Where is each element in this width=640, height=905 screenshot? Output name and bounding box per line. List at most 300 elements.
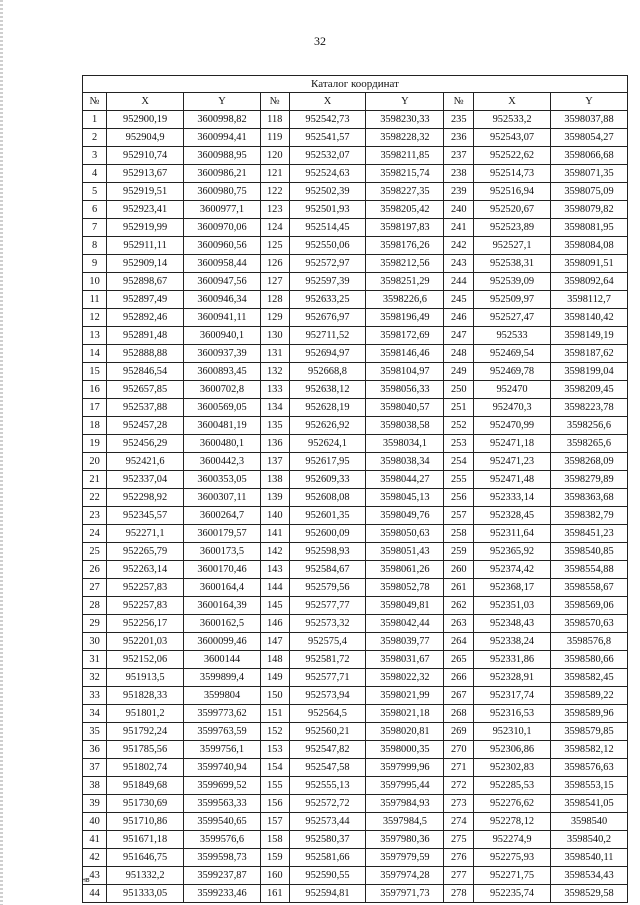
table-cell: 952657,85 [107,381,184,399]
table-cell: 3598279,89 [551,471,628,489]
table-cell: 3597995,44 [366,777,444,795]
table-cell: 134 [260,399,289,417]
table-cell: 3598176,26 [366,237,444,255]
table-cell: 952598,93 [289,543,366,561]
table-cell: 952345,57 [107,507,184,525]
table-cell: 22 [83,489,107,507]
table-cell: 3598451,23 [551,525,628,543]
table-cell: 952298,92 [107,489,184,507]
table-row [83,705,628,723]
table-cell: 952532,07 [289,147,366,165]
table-row [83,885,628,903]
table-cell: 3599563,33 [184,795,261,813]
table-cell: 3599540,65 [184,813,261,831]
table-row [83,273,628,291]
table-cell: 137 [260,453,289,471]
table-cell: 952470,99 [474,417,551,435]
table-cell: 3599763,59 [184,723,261,741]
table-cell: 28 [83,597,107,615]
table-cell: 3600170,46 [184,561,261,579]
table-cell: 3598576,63 [551,759,628,777]
table-row [83,741,628,759]
table-row [83,723,628,741]
table-row [83,597,628,615]
table-cell: 34 [83,705,107,723]
table-cell: 129 [260,309,289,327]
table-cell: 264 [444,633,474,651]
table-cell: 3598051,43 [366,543,444,561]
table-cell: 3600162,5 [184,615,261,633]
table-cell: 3598061,26 [366,561,444,579]
table-cell: 952626,92 [289,417,366,435]
table-caption: Каталог координат [83,76,628,93]
table-cell: 951792,24 [107,723,184,741]
table-cell: 3598230,33 [366,111,444,129]
table-cell: 147 [260,633,289,651]
table-cell: 3599899,4 [184,669,261,687]
table-cell: 952306,86 [474,741,551,759]
table-cell: 3597984,5 [366,813,444,831]
table-cell: 3598020,81 [366,723,444,741]
table-cell: 952555,13 [289,777,366,795]
table-cell: 952550,06 [289,237,366,255]
table-cell: 3598079,82 [551,201,628,219]
table-cell: 3598066,68 [551,147,628,165]
table-cell: 260 [444,561,474,579]
table-cell: 41 [83,831,107,849]
table-cell: 3599699,52 [184,777,261,795]
table-cell: 3598558,67 [551,579,628,597]
table-cell: 3600702,8 [184,381,261,399]
scan-edge [0,0,3,905]
table-cell: 952898,67 [107,273,184,291]
table-cell: 951671,18 [107,831,184,849]
table-cell: 3598268,09 [551,453,628,471]
table-cell: 952584,67 [289,561,366,579]
table-cell: 3598045,13 [366,489,444,507]
table-cell: 952471,18 [474,435,551,453]
table-cell: 952310,1 [474,723,551,741]
table-cell: 952516,94 [474,183,551,201]
table-cell: 952638,12 [289,381,366,399]
table-cell: 13 [83,327,107,345]
table-cell: 3598227,35 [366,183,444,201]
table-cell: 951802,74 [107,759,184,777]
table-cell: 132 [260,363,289,381]
table-cell: 952471,23 [474,453,551,471]
table-cell: 952523,89 [474,219,551,237]
table-cell: 3598044,27 [366,471,444,489]
table-cell: 952265,79 [107,543,184,561]
table-row [83,633,628,651]
table-cell: 952891,48 [107,327,184,345]
table-cell: 3598199,04 [551,363,628,381]
table-cell: 952919,51 [107,183,184,201]
table-row [83,813,628,831]
table-cell: 3600977,1 [184,201,261,219]
table-cell: 952328,91 [474,669,551,687]
table-cell: 268 [444,705,474,723]
table-row [83,111,628,129]
table-cell: 3598256,6 [551,417,628,435]
table-cell: 3598265,6 [551,435,628,453]
table-cell: 952331,86 [474,651,551,669]
table-cell: 40 [83,813,107,831]
table-cell: 126 [260,255,289,273]
table-row [83,453,628,471]
table-cell: 139 [260,489,289,507]
table-cell: 3598554,88 [551,561,628,579]
column-header: № [444,93,474,111]
table-cell: 144 [260,579,289,597]
table-cell: 952542,73 [289,111,366,129]
table-cell: 952597,39 [289,273,366,291]
table-cell: 158 [260,831,289,849]
table-cell: 952543,07 [474,129,551,147]
table-cell: 952256,17 [107,615,184,633]
table-cell: 3599773,62 [184,705,261,723]
table-cell: 3597979,59 [366,849,444,867]
table-cell: 952911,11 [107,237,184,255]
table-cell: 952348,43 [474,615,551,633]
table-cell: 3598226,6 [366,291,444,309]
table-cell: 3600946,34 [184,291,261,309]
table-row [83,525,628,543]
table-cell: 3598553,15 [551,777,628,795]
table-row [83,309,628,327]
table-cell: 952263,14 [107,561,184,579]
table-cell: 952368,17 [474,579,551,597]
column-header: № [83,93,107,111]
table-cell: 952577,71 [289,669,366,687]
table-cell: 952564,5 [289,705,366,723]
table-cell: 952676,97 [289,309,366,327]
table-cell: 125 [260,237,289,255]
table-cell: 3598540,2 [551,831,628,849]
table-cell: 142 [260,543,289,561]
table-cell: 952470 [474,381,551,399]
table-cell: 952522,62 [474,147,551,165]
table-cell: 952892,46 [107,309,184,327]
table-cell: 952617,95 [289,453,366,471]
table-cell: 16 [83,381,107,399]
table-cell: 10 [83,273,107,291]
table-row [83,147,628,165]
table-cell: 3598050,63 [366,525,444,543]
footer-mark: нв [82,877,90,884]
table-cell: 3600893,45 [184,363,261,381]
table-cell: 3598534,43 [551,867,628,885]
table-cell: 133 [260,381,289,399]
table-row [83,615,628,633]
table-cell: 3598582,45 [551,669,628,687]
table-cell: 952285,53 [474,777,551,795]
table-cell: 2 [83,129,107,147]
table-row [83,759,628,777]
column-header: X [289,93,366,111]
table-cell: 3598197,83 [366,219,444,237]
table-cell: 253 [444,435,474,453]
table-cell: 3598582,12 [551,741,628,759]
table-cell: 3598092,64 [551,273,628,291]
table-cell: 154 [260,759,289,777]
table-cell: 951785,56 [107,741,184,759]
table-row [83,363,628,381]
table-cell: 3598382,79 [551,507,628,525]
table-cell: 3598049,76 [366,507,444,525]
coordinate-catalog [82,75,628,903]
table-cell: 952628,19 [289,399,366,417]
table-cell: 248 [444,345,474,363]
table-cell: 3599740,94 [184,759,261,777]
table-cell: 244 [444,273,474,291]
table-cell: 3598209,45 [551,381,628,399]
table-cell: 952537,88 [107,399,184,417]
table-cell: 3598038,58 [366,417,444,435]
table-cell: 3598579,85 [551,723,628,741]
table-cell: 3600353,05 [184,471,261,489]
table-cell: 952527,47 [474,309,551,327]
table-cell: 3598000,35 [366,741,444,759]
table-cell: 247 [444,327,474,345]
table-cell: 261 [444,579,474,597]
table-cell: 3598054,27 [551,129,628,147]
table-cell: 952421,6 [107,453,184,471]
table-cell: 43 [83,867,107,885]
table-cell: 3600164,4 [184,579,261,597]
table-cell: 145 [260,597,289,615]
table-cell: 952581,72 [289,651,366,669]
table-cell: 146 [260,615,289,633]
table-cell: 3598140,42 [551,309,628,327]
table-cell: 237 [444,147,474,165]
table-cell: 14 [83,345,107,363]
table-cell: 9 [83,255,107,273]
table-row [83,219,628,237]
table-cell: 3598031,67 [366,651,444,669]
table-row [83,345,628,363]
table-cell: 952573,32 [289,615,366,633]
table-cell: 952278,12 [474,813,551,831]
column-header: Y [184,93,261,111]
table-cell: 952608,08 [289,489,366,507]
table-cell: 3598039,77 [366,633,444,651]
table-cell: 140 [260,507,289,525]
table-cell: 3600994,41 [184,129,261,147]
table-cell: 952274,9 [474,831,551,849]
table-cell: 952624,1 [289,435,366,453]
table-cell: 952257,83 [107,597,184,615]
table-cell: 3598112,7 [551,291,628,309]
table-cell: 952888,88 [107,345,184,363]
table-cell: 3599598,73 [184,849,261,867]
table-cell: 3598540,11 [551,849,628,867]
table-cell: 252 [444,417,474,435]
table-cell: 951710,86 [107,813,184,831]
table-row [83,237,628,255]
table-cell: 952471,48 [474,471,551,489]
table-cell: 36 [83,741,107,759]
table-cell: 37 [83,759,107,777]
table-cell: 122 [260,183,289,201]
table-cell: 952502,39 [289,183,366,201]
table-cell: 3598052,78 [366,579,444,597]
table-cell: 8 [83,237,107,255]
table-cell: 255 [444,471,474,489]
table-cell: 3598212,56 [366,255,444,273]
table-cell: 3599804 [184,687,261,705]
table-cell: 3598540 [551,813,628,831]
table-cell: 952581,66 [289,849,366,867]
table-cell: 3598172,69 [366,327,444,345]
table-cell: 121 [260,165,289,183]
table-row [83,417,628,435]
table-cell: 952317,74 [474,687,551,705]
table-cell: 271 [444,759,474,777]
table-cell: 239 [444,183,474,201]
table-cell: 270 [444,741,474,759]
table-cell: 3598038,34 [366,453,444,471]
table-cell: 952547,82 [289,741,366,759]
table-cell: 951828,33 [107,687,184,705]
table-cell: 952527,1 [474,237,551,255]
table-row [83,435,628,453]
table-cell: 952374,42 [474,561,551,579]
table-cell: 3600970,06 [184,219,261,237]
table-row [83,183,628,201]
table-cell: 32 [83,669,107,687]
table-cell: 3598211,85 [366,147,444,165]
table-cell: 257 [444,507,474,525]
table-cell: 952469,78 [474,363,551,381]
table-cell: 157 [260,813,289,831]
table-cell: 952900,19 [107,111,184,129]
table-cell: 152 [260,723,289,741]
table-cell: 952271,75 [474,867,551,885]
table-row [83,507,628,525]
table-cell: 3597999,96 [366,759,444,777]
table-cell: 3598570,63 [551,615,628,633]
table-cell: 250 [444,381,474,399]
table-cell: 27 [83,579,107,597]
table-row [83,165,628,183]
table-cell: 20 [83,453,107,471]
table-cell: 3600264,7 [184,507,261,525]
table-cell: 3598205,42 [366,201,444,219]
table-cell: 3598541,05 [551,795,628,813]
table-cell: 235 [444,111,474,129]
table-cell: 156 [260,795,289,813]
table-cell: 3598084,08 [551,237,628,255]
table-cell: 3600442,3 [184,453,261,471]
table-body [83,111,628,903]
table-cell: 952560,21 [289,723,366,741]
table-cell: 3600998,82 [184,111,261,129]
table-cell: 952524,63 [289,165,366,183]
table-row [83,795,628,813]
table-cell: 149 [260,669,289,687]
table-cell: 3598104,97 [366,363,444,381]
table-cell: 3598056,33 [366,381,444,399]
table-cell: 952275,93 [474,849,551,867]
table-cell: 148 [260,651,289,669]
table-cell: 278 [444,885,474,903]
table-cell: 3600144 [184,651,261,669]
table-cell: 123 [260,201,289,219]
table-cell: 130 [260,327,289,345]
table-cell: 951849,68 [107,777,184,795]
table-cell: 3599576,6 [184,831,261,849]
table-cell: 3598071,35 [551,165,628,183]
column-header: X [107,93,184,111]
table-cell: 274 [444,813,474,831]
column-header: X [474,93,551,111]
table-cell: 951801,2 [107,705,184,723]
table-cell: 3598569,06 [551,597,628,615]
table-row [83,129,628,147]
table-cell: 952897,49 [107,291,184,309]
table-cell: 952668,8 [289,363,366,381]
table-cell: 3600099,46 [184,633,261,651]
table-cell: 952904,9 [107,129,184,147]
table-cell: 952533 [474,327,551,345]
table-cell: 258 [444,525,474,543]
table-cell: 952923,41 [107,201,184,219]
table-cell: 3600569,05 [184,399,261,417]
table-cell: 18 [83,417,107,435]
table-cell: 952271,1 [107,525,184,543]
table-cell: 243 [444,255,474,273]
table-cell: 952538,31 [474,255,551,273]
table-cell: 25 [83,543,107,561]
table-cell: 3598363,68 [551,489,628,507]
table-cell: 952152,06 [107,651,184,669]
table-cell: 7 [83,219,107,237]
table-cell: 952328,45 [474,507,551,525]
table-cell: 31 [83,651,107,669]
table-cell: 3600958,44 [184,255,261,273]
column-header: Y [551,93,628,111]
table-cell: 153 [260,741,289,759]
table-row [83,471,628,489]
table-cell: 3598075,09 [551,183,628,201]
table-cell: 263 [444,615,474,633]
table-cell: 5 [83,183,107,201]
table-cell: 952580,37 [289,831,366,849]
table-cell: 236 [444,129,474,147]
table-cell: 265 [444,651,474,669]
table-cell: 151 [260,705,289,723]
table-cell: 11 [83,291,107,309]
table-row [83,291,628,309]
table-cell: 952456,29 [107,435,184,453]
table-row [83,579,628,597]
table-cell: 23 [83,507,107,525]
table-cell: 1 [83,111,107,129]
table-cell: 3598091,51 [551,255,628,273]
table-cell: 952235,74 [474,885,551,903]
table-cell: 3597984,93 [366,795,444,813]
table-cell: 952594,81 [289,885,366,903]
table-row [83,867,628,885]
table-cell: 161 [260,885,289,903]
table-row [83,381,628,399]
table-cell: 952337,04 [107,471,184,489]
table-cell: 254 [444,453,474,471]
table-cell: 118 [260,111,289,129]
table-cell: 3598042,44 [366,615,444,633]
table-cell: 3599237,87 [184,867,261,885]
